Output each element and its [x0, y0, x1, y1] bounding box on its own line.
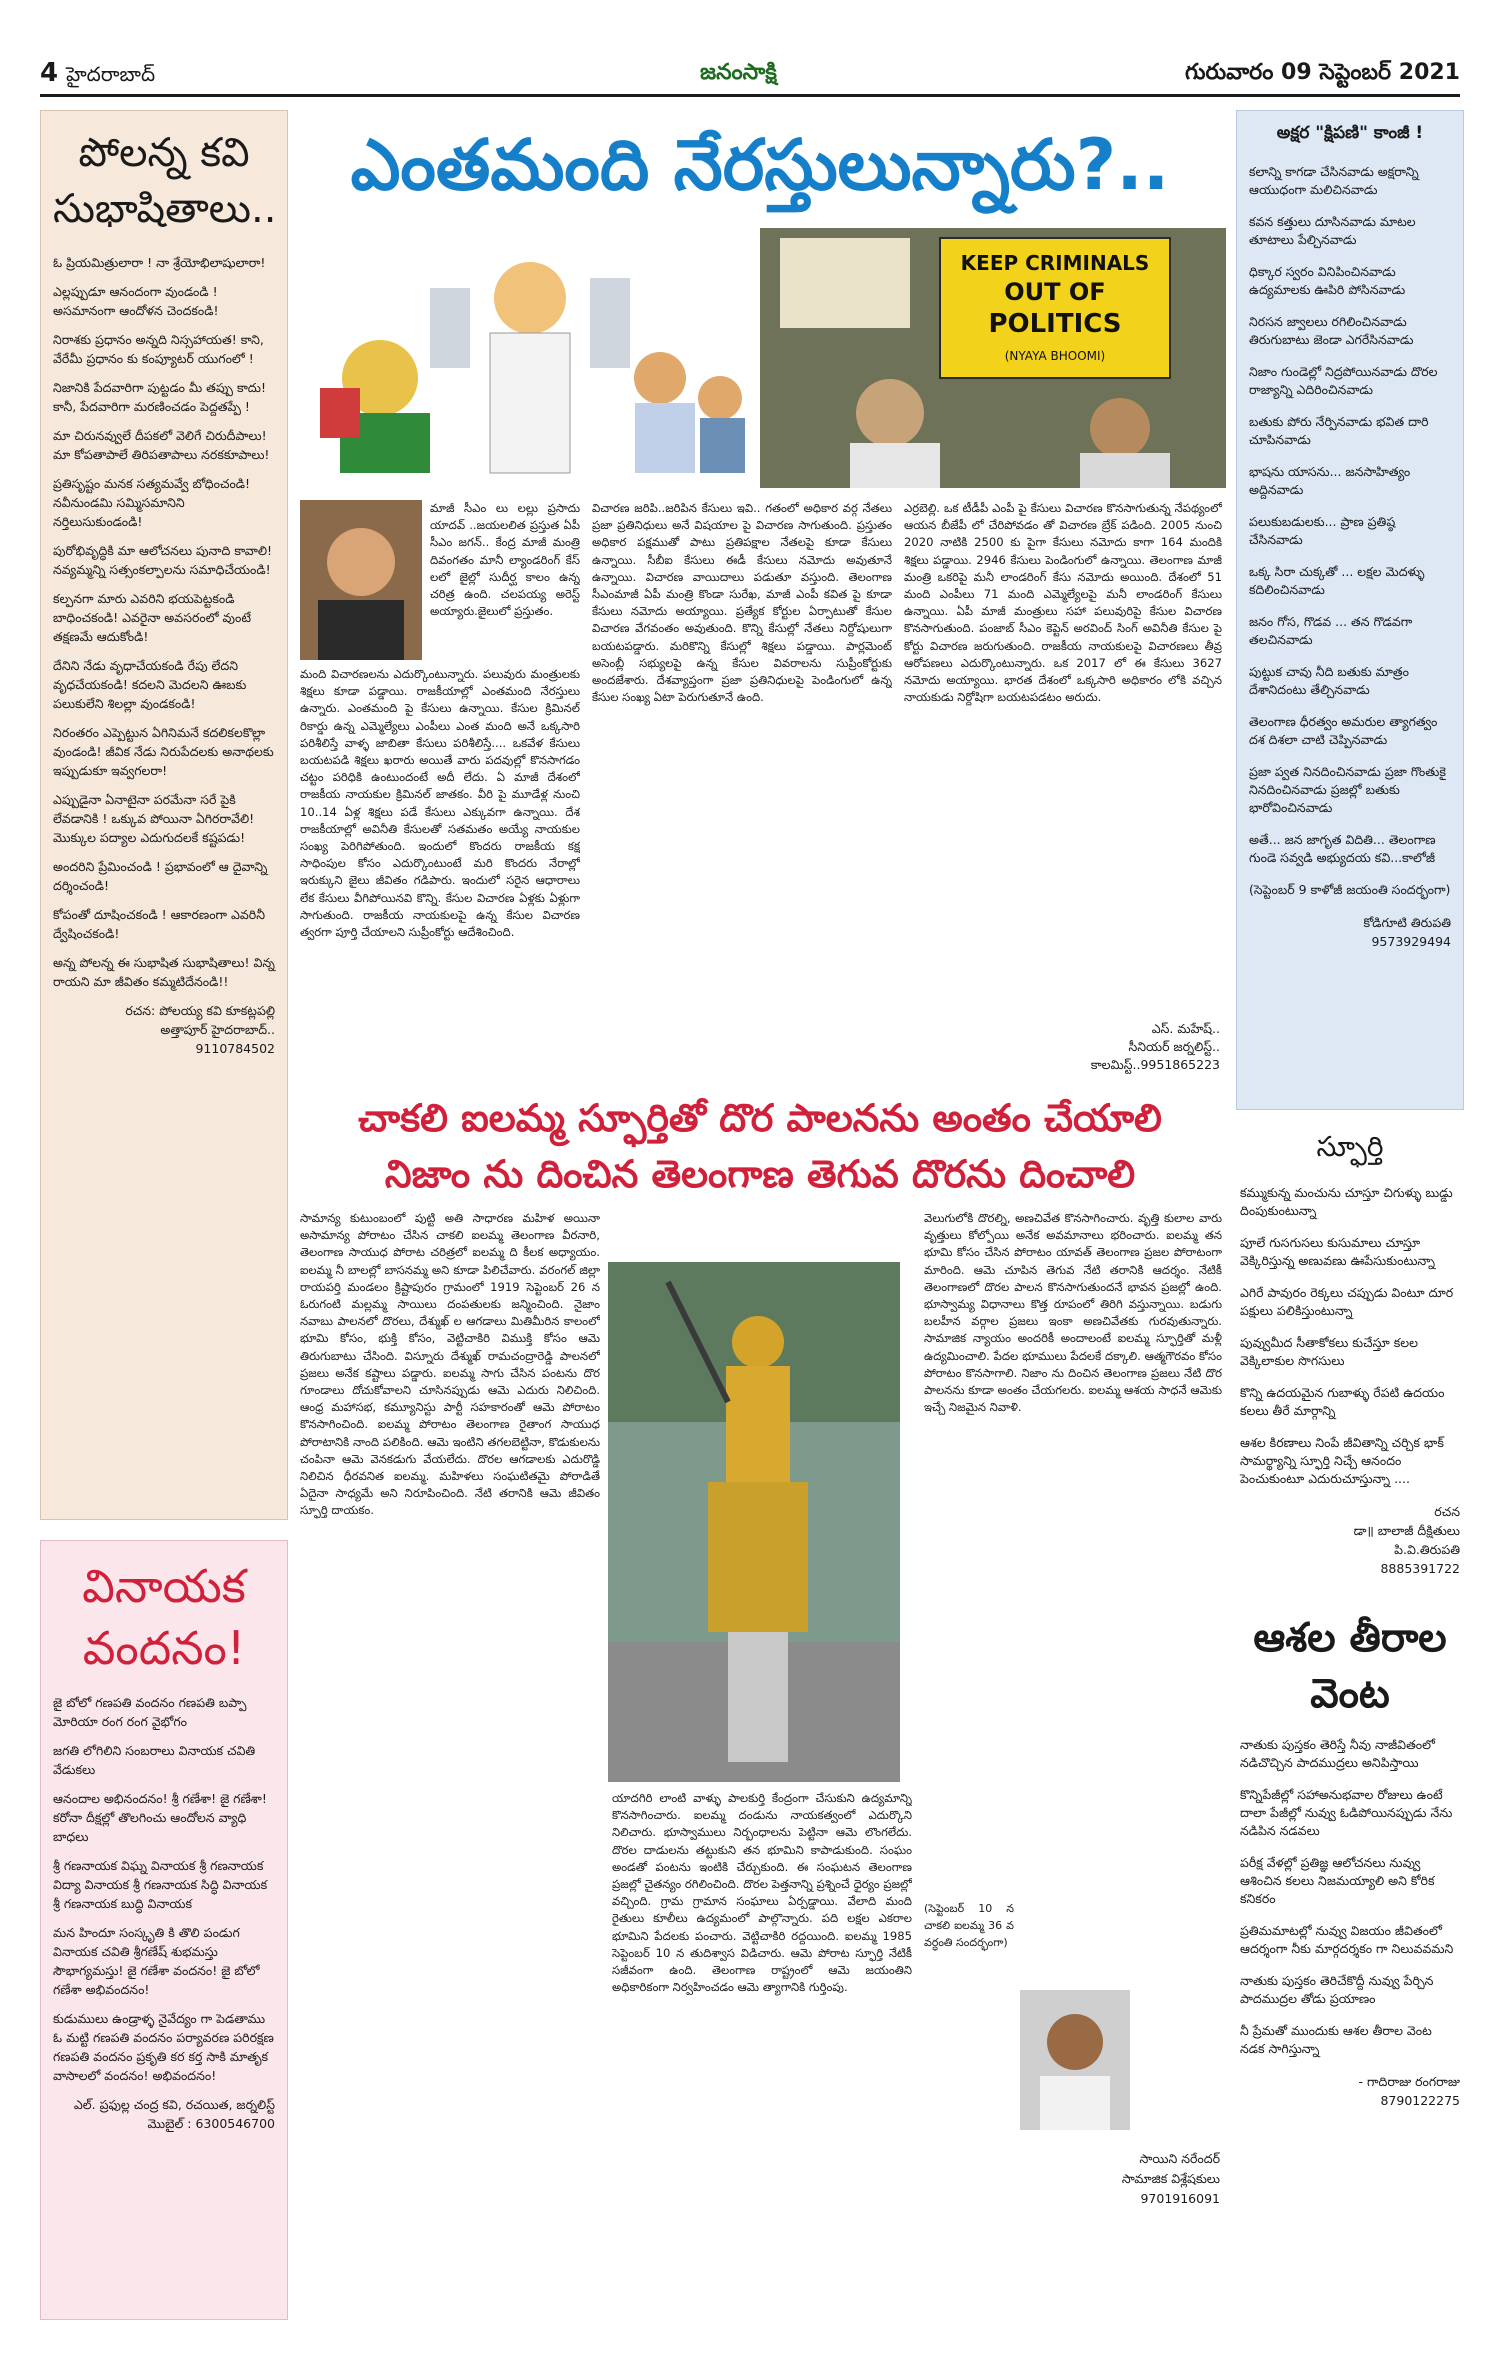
article1-col2: విచారణ జరిపి..జరిపిన కేసులు ఇవి.. గతంలో అధికార వర్గ నేతలు ప్రజా ప్రతినిధులు అనే విషయాల పై విచారణ సాగుతుంది. ప్రస్తుతం అధికార పక్షముతో పాటు ప్రతిపక్షాల నేతలపై కూడా కేసులు ఉన్నాయి. సీబీఐ కేసులు ఈడీ కేసులు నమోదు అవుతూనే ఉన్నాయి. విచారణ వాయిదాలు పడుతూ వస్తుంది. తెలంగాణ సీఎంమాజీ ఏపీ మంత్రి కొండా సురేఖ, మాజీ ఎంపీ కవిత పై కూడా కేసులు నమోదు అయ్యాయి. ప్రత్యేక కోర్టుల ఏర్పాటుతో కేసుల విచారణ వేగవంతం అవుతుంది. కొన్ని కేసుల్లో నేతలు నిర్దోషులుగా బయటపడ్డారు. మరికొన్ని కేసుల్లో శిక్షలు పడ్డాయి. పార్లమెంట్ అసెంబ్లీ సభ్యులపై ఉన్న కేసుల వివరాలను సుప్రీంకోర్టుకు అందజేశారు. దేశవ్యాప్తంగా ప్రజా ప్రతినిధులపై పెండింగులో ఉన్న కేసుల సంఖ్య ఏటా పెరుగుతూనే ఉంది.	[592, 501, 892, 705]
article1-headline: ఎంతమంది నేరస్తులున్నారు?..	[350, 124, 1170, 206]
poet4-sub: పి.వి.తిరుపతి	[1394, 1542, 1460, 1557]
poem-line: నాతుకు పుస్తకం తెరిస్తే నీవు నాజీవితంలో నడిచొచ్చిన పాదముద్రలు అనిపిస్తాయి	[1240, 1737, 1435, 1770]
author2-photo	[1020, 1990, 1130, 2130]
article2-col1: సామాన్య కుటుంబంలో పుట్టి అతి సాధారణ మహిళ అయినా అసామాన్య పోరాటం చేసిన చాకలి ఐలమ్మ తెలంగాణ వీరనారి, తెలంగాణ సాయుధ పోరాట చరిత్రలో ఐలమ్మ ది కీలక అధ్యాయం. ఐలమ్మ నీ బాలల్లో బాసనమ్మ అని కూడా పిలిచేవారు. వరంగల్ జిల్లా రాయపర్తి మండలం క్రిష్టాపురం గ్రామంలో 1919 సెప్టెంబర్ 26 న ఓరుగంటి మల్లమ్మ సాయిలు దంపతులకు జన్మించింది. నైజాం నవాబు పాలనలో దొరలు, దేశ్ముఖ్ ల ఆగడాలు మితిమీరిన కాలంలో భూమి కోసం, భుక్తి కోసం, వెట్టిచాకిరి విముక్తి కోసం ఆమె తిరుగుబాటు చేసింది. విస్నూరు దేశ్ముఖ్ రామచంద్రారెడ్డి పాలనలో ప్రజలు అనేక కష్టాలు పడ్డారు. ఐలమ్మ సాగు చేసిన పంటను దొర గూండాలు దోచుకోవాలని చూసినప్పుడు ఆమె ఎదురు నిలిచింది. ఆంధ్ర మహాసభ, కమ్యూనిస్టు పార్టీ సహకారంతో ఆమె పోరాటం కొనసాగించింది. ఐలమ్మ పోరాటం తెలంగాణ రైతాంగ సాయుధ పోరాటానికి నాంది పలికింది. ఆమె ఇంటిని తగలబెట్టినా, కొడుకులను చంపినా ఆమె వెనకడుగు వేయలేదు. దొరల ఆగడాలకు ఎదురొడ్డి నిలిచిన ధీరవనిత ఐలమ్మ. మహిళలు సంఘటితమై పోరాడితే ఏదైనా సాధ్యమే అని నిరూపించింది. నేటి తరానికి ఆమె జీవితం స్ఫూర్తి దాయకం.	[300, 1211, 600, 1518]
poem-line: కోపంతో దూషించకండి ! ఆకారణంగా ఎవరినీ ద్వేషించకండి!	[53, 907, 265, 941]
poem-line: అతే... జన జాగృత విదితి... తెలంగాణ గుండె సవ్వడి అభ్యుదయ కవి...కాలోజీ	[1249, 832, 1436, 865]
poem-line: పలుకుబడులకు... ప్రాణ ప్రతిష్ఠ చేసినవాడు	[1249, 514, 1396, 547]
poem-line: అందరిని ప్రేమించండి ! ప్రభావంలో ఆ దైవాన్ని దర్శించండి!	[53, 859, 268, 893]
poem-line: నీ ప్రేమతో ముందుకు ఆశల తీరాల వెంట నడక సాగిస్తున్నా	[1240, 2023, 1432, 2056]
poem-line: అన్న పోలన్న ఈ సుభాషిత సుభాషితాలు! విన్న రాయని మా జీవితం కమ్మటిదేనండి!!	[53, 955, 275, 989]
poet-name: రచన: పోలయ్య కవి కూకట్లపల్లి	[125, 1003, 275, 1018]
article1-col3: ఎర్రబెల్లి. ఒక టీడీపీ ఎంపీ పై కేసులు విచారణ కొనసాగుతున్న నేపథ్యంలో ఆయన బీజేపీ లో చేరిపోవడం తో విచారణ బ్రేక్ పడింది. 2005 నుంచి 2020 నాటికి 2500 కు పైగా కేసులు నమోదు కాగా 164 మందికి శిక్షలు పడ్డాయి. 2946 కేసులు పెండింగులో ఉన్నాయి. తెలంగాణ మాజీ మంత్రి ఒకరిపై మనీ లాండరింగ్ కేసు నమోదు అయింది. దేశంలో 51 మంది ఎంపీలు 71 మంది ఎమ్మెల్యేలపై మనీ లాండరింగ్ కేసులు ఉన్నాయి. ఏపీ మాజీ మంత్రులు సహా పలువురిపై కేసుల విచారణ కొనసాగుతుంది. పంజాబ్ సీఎం కెప్టెన్ అరవింద్ సింగ్ అవినీతి కేసుల పై కోర్టు విచారణ జరుగుతుంది. రాజకీయ నాయకులపై విచారణలు తీవ్ర ఆరోపణలు ఎదుర్కొంటున్నారు. ఒక 2017 లో ఈ కేసులు 3627 నమోదు అయ్యాయి. భారత దేశంలో ఒక్కసారి అధికారం లోకి వచ్చిన నాయకుడు నిర్దోషిగా బయటపడటం అరుదు.	[904, 501, 1222, 705]
poem-line: కమ్ముకున్న మంచును చూస్తూ చిగుళ్ళు బుడ్డు దింపుకుంటున్నా	[1240, 1185, 1453, 1218]
poem-line: ఎప్పుడైనా ఏనాటైనా పరమేనా సరే పైకి లేవడానికి ! ఒక్కువ పోయినా ఏగిరరావేలి! మొక్కుల పద్యాల ఎదుగుదలకే కష్టపడు!	[53, 792, 255, 845]
poet3-name: కోడిగూటి తిరుపతి	[1363, 915, 1451, 930]
statue-illustration	[608, 1262, 900, 1782]
placard-line: KEEP CRIMINALS	[960, 251, 1150, 275]
protest-photo	[760, 228, 1226, 488]
article2-byline-title: సామాజిక విశ్లేషకులు	[1121, 2171, 1220, 2186]
poem-line: కలాన్ని కాగడా చేసినవాడు అక్షరాన్ని ఆయుధంగా మలిచినవాడు	[1249, 164, 1419, 197]
poem-line: బతుకు పోరు నేర్పినవాడు భవిత దారి చూపినవాడు	[1249, 414, 1429, 447]
poem-line: నిజానికి పేదవారిగా పుట్టడం మీ తప్పు కాదు! కానీ, పేదవారిగా మరణించడం పెద్దతప్పే !	[53, 380, 266, 414]
poet-place: అత్తాపూర్ హైదరాబాద్..	[160, 1022, 275, 1037]
right-poem2-box	[1240, 1130, 1460, 1578]
poet3-phone: 9573929494	[1371, 934, 1451, 949]
poet5-name: - గాదిరాజు రంగరాజు	[1358, 2074, 1460, 2089]
page-header	[40, 58, 1460, 97]
article1-col1: మంది విచారణలను ఎదుర్కొంటున్నారు. పలువురు మంత్రులకు శిక్షలు కూడా పడ్డాయి. రాజకీయాల్లో ఎంతమంది నేరస్తులు ఉన్నారు. ఎంతమంది పై కేసులు ఉన్నాయి. కేసుల క్రిమినల్ రికార్డు ఉన్న ఎమ్మెల్యేలు ఎంపీలు ఎంత మంది అనే ఒక్కసారి పరిశీలిస్తే వాళ్ళ జాబితా కేసులు పరిశీలిస్తే.... ఒకవేళ కేసులు బయటపడి శిక్షలు ఖరారు అయితే వారు పదవుల్లో కొనసాగడం చట్టం పరిధికి ఉంటుందంటే అదీ లేదు. ఏ మాజీ దేశంలో రాజకీయ నాయకుల క్రిమినల్ జాతకం. వీరి పై మూడేళ్ల నుంచి 10..14 ఏళ్ల శిక్షలు పడే కేసులు ఎక్కువగా ఉన్నాయి. దేశ రాజకీయాల్లో అవినీతి కేసులతో సతమతం అయ్యే నాయకుల సంఖ్య పెరిగిపోతుంది. ఇందులో కొందరు రాజకీయ కక్ష సాధింపుల కోసం ఎదుర్కొంటుంటే మరి కొందరు నేరాల్లో ఇరుక్కుని జైలు జీవితం గడిపారు. ఇందులో సరైన ఆధారాలు లేక కేసులు వీగిపోయినవి కొన్ని. కేసుల విచారణ ఏళ్లకు ఏళ్లుగా సాగుతుంది. రాజకీయ నాయకులపై ఉన్న కేసుల విచారణ త్వరగా పూర్తి చేయాలని సుప్రీంకోర్టు ఆదేశించింది.	[300, 667, 580, 940]
poem-line: ఓ ప్రియమిత్రులారా ! నా శ్రేయోభిలాషులారా!	[53, 255, 266, 270]
poem-line: ఆశల కిరణాలు నింపే జీవితాన్ని చర్చిక భాక్ సామర్థ్యాన్ని స్ఫూర్తి నిచ్చే ఆనందం పెంచుకుంటూ ఎదురుచూస్తున్నా ....	[1240, 1435, 1444, 1486]
author2-portrait	[1020, 1990, 1130, 2130]
author1-portrait	[300, 500, 422, 660]
edition-city: హైదరాబాద్	[66, 62, 156, 86]
article2-col3-end: (సెప్టెంబర్ 10 న చాకలి ఐలమ్మ 36 వ వర్ధంతి సందర్భంగా)	[924, 1902, 1014, 1950]
poem-line: మన హిందూ సంస్కృతి కి తొలి పండుగ వినాయక చవితి శ్రీగణేష్ శుభమస్తు సౌభాగ్యమస్తు! జై గణేశా వందనం! జై బోలో గణేశా అభివందనం!	[53, 1925, 260, 1997]
poem-line: ఆనందాల అభినందనం! శ్రీ గణేశా! జై గణేశా! కరోనా దీక్షల్లో తొలగించు ఆందోలన వ్యాధి బాధలు	[53, 1791, 267, 1844]
poem-line: నిరంతరం ఎప్పెట్టున ఏగినిమనే కదలికలకొల్లా వుండండి! జీవిక నేడు నిరుపేదలకు అనాథలకు ఇప్పుడుకూ ఇవ్వగలరా!	[53, 725, 274, 778]
poet5-phone: 8790122275	[1380, 2093, 1460, 2108]
poem-line: నిరసన జ్వాలలు రగిలించినవాడు తిరుగుబాటు జెండా ఎగరేసినవాడు	[1249, 314, 1414, 347]
right-poem-box	[1236, 110, 1464, 1110]
poem-line: ప్రతిసృష్టం మనక సత్యమవ్వే బోధించండి! నవీనుండమి సమ్మిసమానిని నర్తిలుసుకుండండి!	[53, 476, 251, 529]
poem-line: నిరాశకు ప్రధానం అన్నది నిస్సహాయత! కాని, వేరేమీ ప్రధానం కు కంప్యూటర్ యుగంలో !	[53, 332, 264, 366]
left-poem2-box	[40, 1540, 288, 2320]
right-poem3-box	[1240, 1610, 1460, 2110]
poem-line: జై బోలో గణపతి వందనం గణపతి బప్పా మోరియా రంగ రంగ వైభోగం	[53, 1695, 247, 1729]
poem-line: పువ్వుమీద సీతాకోకలు కుచేస్తూ కలల వెక్కిలాకుల సొగసులు	[1240, 1335, 1418, 1368]
poet-phone: 9110784502	[195, 1041, 275, 1056]
placard-line: (NYAYA BHOOMI)	[1004, 349, 1106, 363]
poem-line: కొన్నిపేజీల్లో సహాఅనుభవాల రోజులు ఉంటే దాలా పేజీల్లో నువ్వు ఓడిపోయినప్పుడు నేను నడిపిన నడవలు	[1240, 1787, 1453, 1838]
poem-line: పూలే గుసగుసలు కుసుమాలు చూస్తూ వెక్కిరిస్తున్న అణువణు ఊపేసుకుంటున్నా	[1240, 1235, 1435, 1268]
article2-headline-line1: చాకలి ఐలమ్మ స్ఫూర్తితో దొర పాలనను అంతం చేయాలి	[358, 1096, 1162, 1140]
right-poem3-title: ఆశల తీరాల వెంట	[1253, 1615, 1447, 1717]
article2-byline-name: సాయిని నరేందర్	[1139, 2151, 1220, 2166]
author1-photo	[300, 500, 422, 660]
poem-line: తెలంగాణ ధీరత్వం అమరుల త్యాగత్వం దశ దిశలా చాటి చెప్పినవాడు	[1249, 714, 1438, 747]
poem-line: కుడుములు ఉండ్రాళ్ళ నైవేద్యం గా పెడతాము ఓ మట్టి గణపతి వందనం పర్యావరణ పరిరక్షణ గణపతి వందనం ప్రకృతి కర కర్త సాకి మాతృక వాసాలలో వందనం! అభివందనం!	[53, 2011, 274, 2083]
poet2-phone: మొబైల్ : 6300546700	[147, 2116, 275, 2131]
right-poem2-title: స్ఫూర్తి	[1316, 1130, 1384, 1163]
poet4-phone: 8885391722	[1380, 1561, 1460, 1576]
left-poem2-title: వినాయక వందనం!	[82, 1559, 246, 1675]
cartoon-image	[300, 228, 760, 488]
placard-line: POLITICS	[988, 309, 1122, 339]
left-poem-box	[40, 110, 288, 1520]
left-poem-title: పోలన్న కవి సుభాషితాలు..	[53, 130, 277, 232]
poet2-name: ఎల్. ప్రఫుల్ల చంద్ర కవి, రచయిత, జర్నలిస్ట్	[73, 2097, 275, 2112]
poem-line: ఎగిరే పావురం రెక్కలు చప్పుడు వింటూ దూర పక్షులు పలికిస్తుంటున్నా	[1240, 1285, 1454, 1318]
poem-line: పురోభివృద్ధికి మా ఆలోచనలు పునాది కావాలి! నవ్యమ్మన్ని సత్సంకల్పాలను సమాధిచేయండి!	[53, 543, 273, 577]
poem-line: కొన్ని ఉదయమైన గుబాళ్ళు రేపటి ఉదయం కలలు తీరే మార్గాన్ని	[1240, 1385, 1445, 1418]
poem-line: జగతి లోగిలిని సంబరాలు వినాయక చవితి వేడుకలు	[53, 1743, 256, 1777]
article2-col3: వెలుగులోకి దొరల్ని, అణచివేత కొనసాగించారు. వృత్తి కులాల వారు వృత్తులు కోల్పోయి అనేక అవమానాలు భరించారు. ఐలమ్మ తన భూమి కోసం చేసిన పోరాటం యావత్ తెలంగాణ ప్రజల పోరాటంగా మారింది. ఆమె చూపిన తెగువ నేటి తరానికి ఆదర్శం. నేటికీ తెలంగాణలో దొరల పాలన కొనసాగుతుందనే భావన ప్రజల్లో ఉంది. భూస్వామ్య విధానాలు కొత్త రూపంలో తిరిగి వస్తున్నాయి. బడుగు బలహీన వర్గాల ప్రజలు ఇంకా అణచివేతకు గురవుతున్నారు. సామాజిక న్యాయం అందరికీ అందాలంటే ఐలమ్మ స్ఫూర్తితో మళ్లీ ఉద్యమించాలి. పేదల భూములు పేదలకే దక్కాలి. ఆత్మగౌరవం కోసం పోరాటం కొనసాగాలి. నిజాం ను దించిన తెలంగాణ ప్రజలు నేటి దొర పాలనను కూడా అంతం చేయగలరు. ఐలమ్మ ఆశయ సాధనే ఆమెకు ఇచ్చే నిజమైన నివాళి.	[924, 1211, 1222, 1415]
article1-byline-phone: కాలమిస్ట్..9951865223	[1090, 1057, 1220, 1072]
article2-headline-line2: నిజాం ను దించిన తెలంగాణ తెగువ దొరను దించాలి	[384, 1152, 1136, 1196]
poem-line: ఎల్లప్పుడూ ఆనందంగా వుండండి ! అసమానంగా ఆందోళన చెందకండి!	[53, 284, 219, 318]
poem-line: నిజాం గుండెల్లో నిద్రపోయినవాడు దొరల రాజ్యాన్ని ఎదిరించినవాడు	[1249, 364, 1438, 397]
poet4-name: డా॥ బాలాజీ దీక్షితులు	[1353, 1523, 1460, 1538]
poem-line: పుట్టుక చావు నీది బతుకు మాత్రం దేశానిదంటు తేల్చినవాడు	[1249, 664, 1409, 697]
protest-illustration	[760, 228, 1226, 488]
poem-line: పరీక్ష వేళల్లో ప్రతిజ్ఞ ఆలోచనలు నువ్వు ఆశించిన కలలు నిజమయ్యాలి అని కోరిక కనికరం	[1240, 1855, 1435, 1906]
poem-line: కల్పనగా మారు ఎవరిని భయపెట్టకండి బాధించకండి! ఎవరైనా అవసరంలో వుంటే తక్షణమే ఆదుకోండి!	[53, 591, 252, 644]
poem-line: మా చిరునవ్వులే దీపకలో వెలిగే చిరుదీపాలు! మా కోపతాపాలే తిరిపతాపాలు నరకకూపాలు!	[53, 428, 270, 462]
page-number: 4	[40, 58, 59, 88]
credit-label: రచన	[1434, 1504, 1460, 1519]
poem-line: ప్రజా ప్వత నినదించినవాడు ప్రజా గొంతుకై నినదించినవాడు ప్రజల్లో బతుకు భారోవించినవాడు	[1249, 764, 1446, 815]
poem-note: (సెప్టెంబర్ 9 కాళోజీ జయంతి సందర్భంగా)	[1249, 882, 1451, 897]
right-poem-title: అక్షర "క్షిపణి" కాంజీ !	[1276, 123, 1424, 143]
poem-line: ఒక్క సిరా చుక్కతో ... లక్షల మెదళ్ళు కదిలించినవాడు	[1249, 564, 1425, 597]
poem-line: కవన కత్తులు దూసినవాడు మాటల తూటాలు పేల్చినవాడు	[1249, 214, 1416, 247]
article2-col2: యాదగిరి లాంటి వాళ్ళు పాలకుర్తి కేంద్రంగా చేసుకుని ఉద్యమాన్ని కొనసాగించారు. ఐలమ్మ దండును నాయకత్వంలో ఎదుర్కొని నిలిచారు. భూస్వాములు నిర్బంధాలను పెట్టినా ఆమె లొంగలేదు. దొరల దాడులను తట్టుకుని తన భూమిని కాపాడుకుంది. సంఘం అండతో పంటను ఇంటికి చేర్చుకుంది. ఈ సంఘటన తెలంగాణ ప్రజల్లో చైతన్యం రగిలించింది. దొరల పెత్తనాన్ని ప్రశ్నించే ధైర్యం ప్రజల్లో వచ్చింది. గ్రామ గ్రామాన సంఘాలు ఏర్పడ్డాయి. వేలాది మంది రైతులు కూలీలు ఉద్యమంలో పాల్గొన్నారు. పది లక్షల ఎకరాల భూమిని పేదలకు పంచారు. వెట్టిచాకిరి రద్దయింది. ఐలమ్మ 1985 సెప్టెంబర్ 10 న తుదిశ్వాస విడిచారు. ఆమె పోరాట స్ఫూర్తి నేటికీ సజీవంగా ఉంది. తెలంగాణ రాష్ట్రంలో ఆమె జయంతిని అధికారికంగా నిర్వహించడం ఆమె త్యాగానికి గుర్తింపు.	[612, 1791, 912, 1995]
poem-line: ధిక్కార స్వరం వినిపించినవాడు ఉద్యమాలకు ఊపిరి పోసినవాడు	[1249, 264, 1406, 297]
article1-byline-name: ఎస్. మహేష్..	[1151, 1021, 1220, 1036]
poem-line: నాతుకు పుస్తకం తెరిచేకొద్దీ నువ్వు పేర్చిన పాదముద్రల తోడు ప్రయాణం	[1240, 1973, 1434, 2006]
article1-col1-top: మాజీ సీఎం లు లల్లు ప్రసాదు యాదవ్ ..జయలలిత ప్రస్తుత ఏపీ సీఎం జగన్.. కేంద్ర మాజీ మంత్రి దివంగతం మానీ ల్యాండరింగ్ కేస్ లలో జైల్లో సుదీర్ఘ కాలం ఉన్న చరిత్ర ఉంది. చలపయ్య అరెస్ట్ అయ్యారు.జైలులో ప్రస్తుతం.	[430, 501, 580, 619]
poem-line: జనం గోస, గొడవ ... తన గొడవగా తలచినవాడు	[1249, 614, 1413, 647]
article1-byline-title: సీనియర్ జర్నలిస్ట్..	[1128, 1039, 1220, 1054]
poem-line: శ్రీ గణనాయక విఘ్న వినాయక శ్రీ గణనాయక విద్యా వినాయక శ్రీ గణనాయక సిద్ధి వినాయక శ్రీ గణనాయక బుద్ధి వినాయక	[53, 1858, 268, 1911]
newspaper-logo: జనంసాక్షి	[700, 60, 777, 85]
cartoon-illustration	[300, 228, 760, 488]
placard-line: OUT OF	[1004, 278, 1106, 306]
poem-line: భాషను యాసను... జనసాహిత్యం అద్దినవాడు	[1249, 464, 1411, 497]
poem-line: ప్రతిమమాటల్లో నువ్వు విజయం జీవితంలో ఆదర్శంగా నీకు మార్గదర్శకం గా నిలువవమని	[1240, 1923, 1454, 1956]
issue-date: గురువారం 09 సెప్టెంబర్ 2021	[1185, 60, 1460, 85]
article2-byline-phone: 9701916091	[1140, 2191, 1220, 2206]
poem-line: దేనిని నేడు వృధాచేయకండి రేపు లేదని వృధచేయకండి! కదలని మెదలని ఊబకు పలుకులేని శిలల్లా వుండకండి!	[53, 658, 247, 711]
statue-photo	[608, 1262, 900, 1782]
